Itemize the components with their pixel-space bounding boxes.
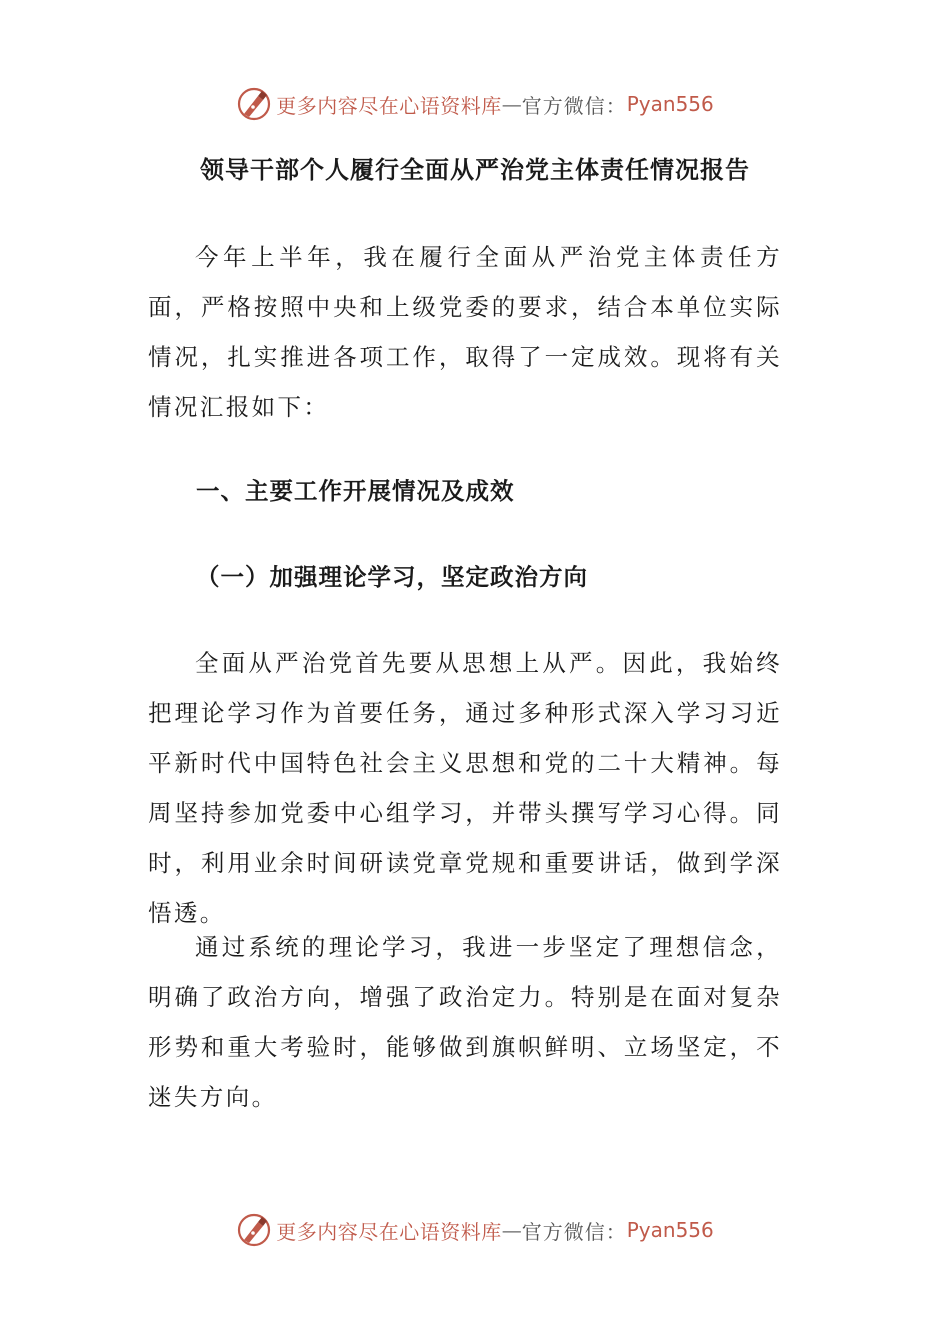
intro-paragraph: 今年上半年，我在履行全面从严治党主体责任方面，严格按照中央和上级党委的要求，结合本单位实际情况，扎实推进各项工作，取得了一定成效。现将有关情况汇报如下： [148, 243, 782, 421]
subsection-heading: （一）加强理论学习，坚定政治方向 [196, 563, 588, 591]
watermark-text: 更多内容尽在心语资料库 [276, 93, 502, 118]
body-block-2 [148, 922, 782, 1122]
watermark-wechat-label: 官方微信： [521, 93, 627, 118]
subsection-heading-block [196, 552, 796, 602]
body-block-1 [148, 638, 782, 938]
watermark-wechat-id: Pyan556 [626, 1218, 714, 1242]
intro-block [148, 232, 782, 432]
body-paragraph-2: 通过系统的理论学习，我进一步坚定了理想信念，明确了政治方向，增强了政治定力。特别是在面对复杂形势和重大考验时，能够做到旗帜鲜明、立场坚定，不迷失方向。 [148, 933, 782, 1111]
pen-nib-logo-icon [236, 86, 272, 122]
pen-nib-logo-icon [236, 1212, 272, 1248]
watermark-text: 更多内容尽在心语资料库 [276, 1219, 502, 1244]
section-heading-block [196, 466, 796, 516]
watermark-separator: — [501, 1218, 522, 1242]
watermark-banner-bottom [0, 1210, 950, 1250]
watermark-banner-top [0, 84, 950, 124]
body-paragraph-1: 全面从严治党首先要从思想上从严。因此，我始终把理论学习作为首要任务，通过多种形式深入学习习近平新时代中国特色社会主义思想和党的二十大精神。每周坚持参加党委中心组学习，并带头撰写学习心得。同时，利用业余时间研读党章党规和重要讲话，做到学深悟透。 [148, 649, 782, 927]
watermark-separator: — [501, 92, 522, 116]
document-title: 领导干部个人履行全面从严治党主体责任情况报告 [200, 156, 750, 184]
watermark-wechat-label: 官方微信： [521, 1219, 627, 1244]
section-heading: 一、主要工作开展情况及成效 [196, 477, 515, 505]
watermark-wechat-id: Pyan556 [626, 92, 714, 116]
